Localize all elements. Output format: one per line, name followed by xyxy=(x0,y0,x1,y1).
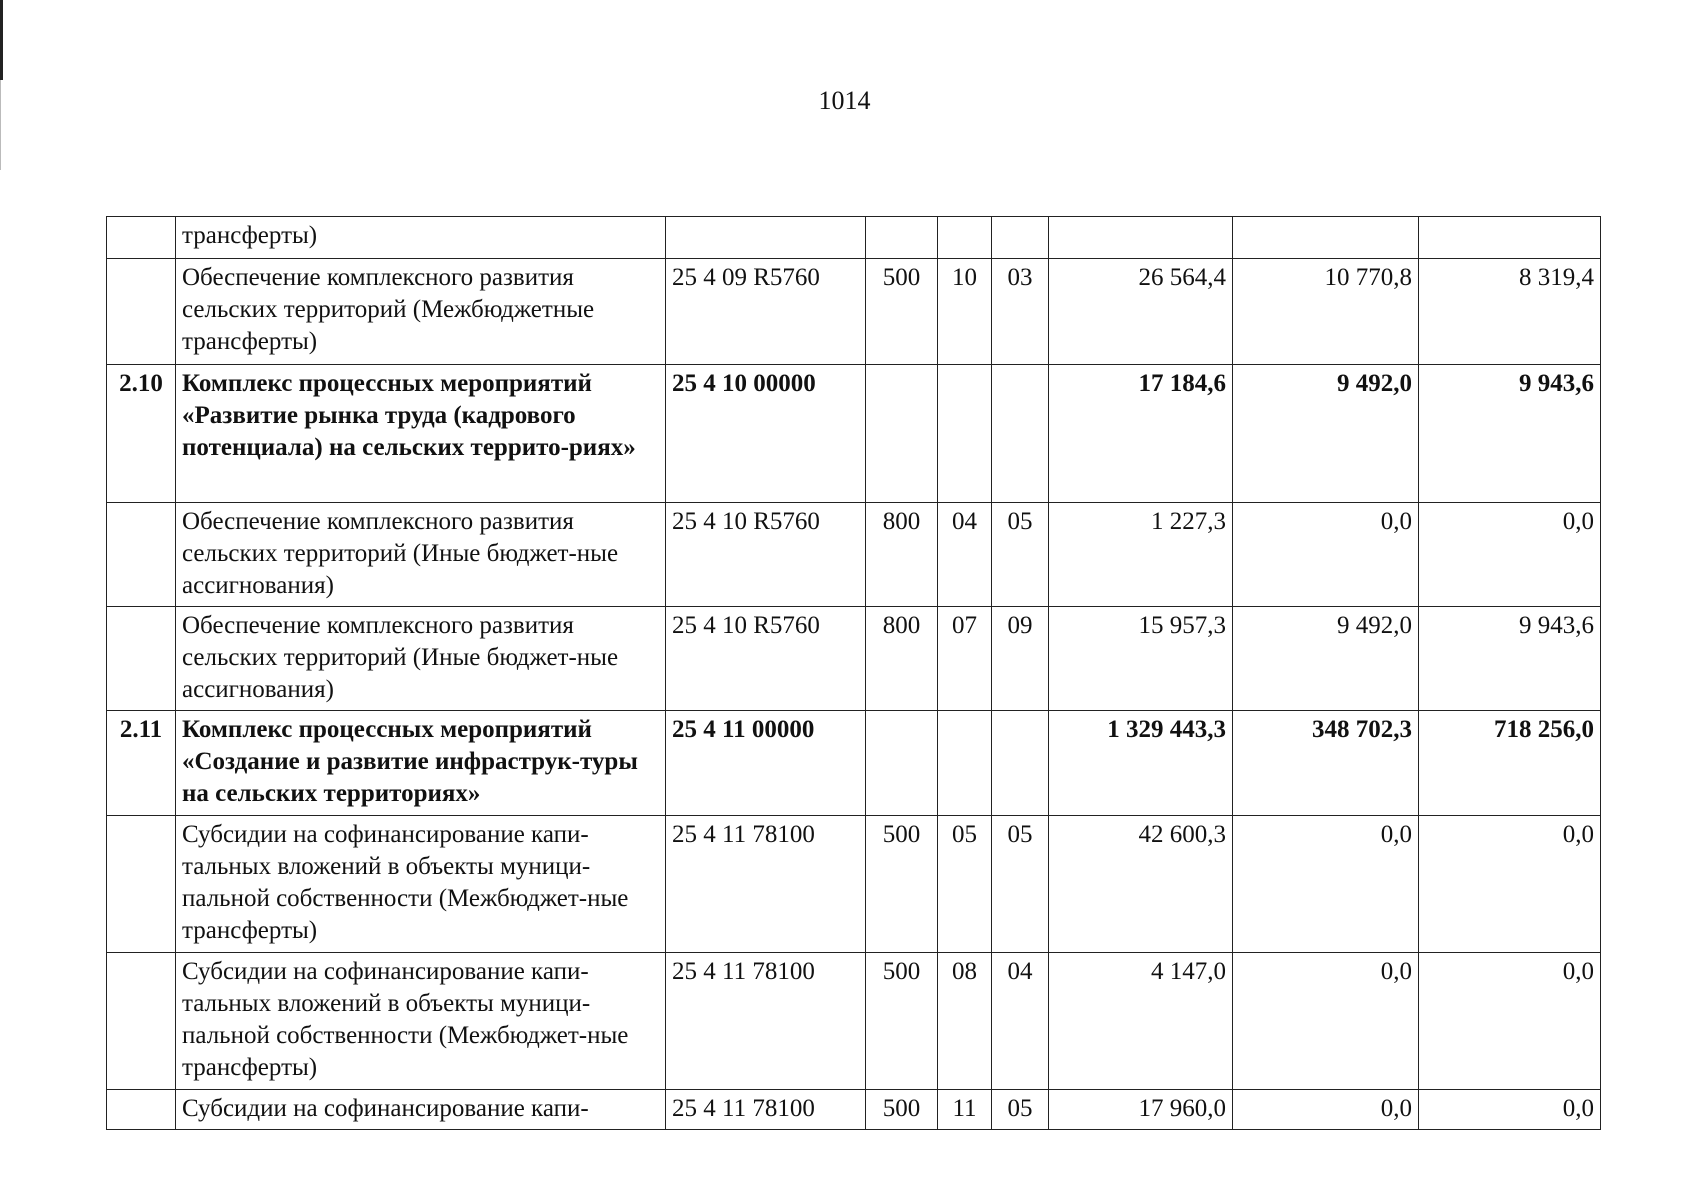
row-name-cell: Субсидии на софинансирование капи-тальных вложений в объекты муници-пальной собственности (Межбюджет-ные трансферты) xyxy=(176,953,666,1090)
amount-year1-cell: 17 960,0 xyxy=(1049,1090,1233,1130)
table-row-section xyxy=(107,365,1601,503)
amount-year2-cell xyxy=(1233,217,1419,259)
target-article-cell: 25 4 10 R5760 xyxy=(666,503,866,607)
expense-group-cell: 500 xyxy=(866,1090,938,1130)
amount-year3-cell: 0,0 xyxy=(1419,503,1601,607)
table-row-section xyxy=(107,711,1601,816)
section-cell: 08 xyxy=(938,953,992,1090)
amount-year3-cell: 718 256,0 xyxy=(1419,711,1601,816)
row-number-cell xyxy=(107,217,176,259)
expense-group-cell: 500 xyxy=(866,953,938,1090)
row-name-cell: трансферты) xyxy=(176,217,666,259)
row-number-cell xyxy=(107,1090,176,1130)
target-article-cell: 25 4 11 78100 xyxy=(666,1090,866,1130)
expense-group-cell xyxy=(866,217,938,259)
amount-year3-cell: 0,0 xyxy=(1419,816,1601,953)
expense-group-cell: 500 xyxy=(866,816,938,953)
amount-year2-cell: 0,0 xyxy=(1233,953,1419,1090)
expense-group-cell xyxy=(866,365,938,503)
amount-year3-cell xyxy=(1419,217,1601,259)
amount-year3-cell: 8 319,4 xyxy=(1419,259,1601,365)
amount-year2-cell: 0,0 xyxy=(1233,816,1419,953)
target-article-cell: 25 4 10 00000 xyxy=(666,365,866,503)
row-number-cell xyxy=(107,816,176,953)
subsection-cell xyxy=(992,365,1049,503)
row-name-cell: Субсидии на софинансирование капи-тальных вложений в объекты муници-пальной собственности (Межбюджет-ные трансферты) xyxy=(176,816,666,953)
amount-year2-cell: 10 770,8 xyxy=(1233,259,1419,365)
budget-table xyxy=(106,216,1601,1130)
section-cell: 11 xyxy=(938,1090,992,1130)
expense-group-cell: 500 xyxy=(866,259,938,365)
target-article-cell: 25 4 11 78100 xyxy=(666,953,866,1090)
row-name-cell: Комплекс процессных мероприятий «Создание и развитие инфраструк-туры на сельских территориях» xyxy=(176,711,666,816)
amount-year1-cell: 1 329 443,3 xyxy=(1049,711,1233,816)
amount-year1-cell: 26 564,4 xyxy=(1049,259,1233,365)
amount-year2-cell: 0,0 xyxy=(1233,1090,1419,1130)
amount-year3-cell: 0,0 xyxy=(1419,1090,1601,1130)
row-number-cell: 2.11 xyxy=(107,711,176,816)
section-cell xyxy=(938,711,992,816)
amount-year2-cell: 9 492,0 xyxy=(1233,607,1419,711)
section-cell: 05 xyxy=(938,816,992,953)
section-cell xyxy=(938,217,992,259)
subsection-cell: 04 xyxy=(992,953,1049,1090)
subsection-cell: 03 xyxy=(992,259,1049,365)
expense-group-cell: 800 xyxy=(866,607,938,711)
amount-year3-cell: 9 943,6 xyxy=(1419,365,1601,503)
amount-year1-cell: 42 600,3 xyxy=(1049,816,1233,953)
expense-group-cell xyxy=(866,711,938,816)
table-row xyxy=(107,259,1601,365)
table-row xyxy=(107,607,1601,711)
expense-group-cell: 800 xyxy=(866,503,938,607)
section-cell xyxy=(938,365,992,503)
amount-year1-cell: 17 184,6 xyxy=(1049,365,1233,503)
target-article-cell: 25 4 10 R5760 xyxy=(666,607,866,711)
section-cell: 10 xyxy=(938,259,992,365)
row-number-cell xyxy=(107,607,176,711)
row-number-cell xyxy=(107,953,176,1090)
row-name-cell: Обеспечение комплексного развития сельских территорий (Иные бюджет-ные ассигнования) xyxy=(176,607,666,711)
subsection-cell: 09 xyxy=(992,607,1049,711)
row-number-cell xyxy=(107,503,176,607)
target-article-cell: 25 4 09 R5760 xyxy=(666,259,866,365)
row-number-cell: 2.10 xyxy=(107,365,176,503)
target-article-cell: 25 4 11 00000 xyxy=(666,711,866,816)
subsection-cell: 05 xyxy=(992,1090,1049,1130)
subsection-cell: 05 xyxy=(992,503,1049,607)
amount-year2-cell: 0,0 xyxy=(1233,503,1419,607)
page-number: 1014 xyxy=(818,86,871,115)
row-name-cell: Комплекс процессных мероприятий «Развитие рынка труда (кадрового потенциала) на сельских террито-риях» xyxy=(176,365,666,503)
table-row xyxy=(107,217,1601,259)
amount-year1-cell xyxy=(1049,217,1233,259)
amount-year3-cell: 0,0 xyxy=(1419,953,1601,1090)
row-name-cell: Обеспечение комплексного развития сельских территорий (Межбюджетные трансферты) xyxy=(176,259,666,365)
table-row xyxy=(107,816,1601,953)
amount-year1-cell: 1 227,3 xyxy=(1049,503,1233,607)
table-row xyxy=(107,1090,1601,1130)
amount-year1-cell: 15 957,3 xyxy=(1049,607,1233,711)
row-number-cell xyxy=(107,259,176,365)
subsection-cell: 05 xyxy=(992,816,1049,953)
section-cell: 04 xyxy=(938,503,992,607)
amount-year2-cell: 9 492,0 xyxy=(1233,365,1419,503)
section-cell: 07 xyxy=(938,607,992,711)
row-name-cell: Субсидии на софинансирование капи- xyxy=(176,1090,666,1130)
scan-edge-mark xyxy=(0,0,3,80)
amount-year3-cell: 9 943,6 xyxy=(1419,607,1601,711)
row-name-cell: Обеспечение комплексного развития сельских территорий (Иные бюджет-ные ассигнования) xyxy=(176,503,666,607)
subsection-cell xyxy=(992,217,1049,259)
target-article-cell: 25 4 11 78100 xyxy=(666,816,866,953)
amount-year1-cell: 4 147,0 xyxy=(1049,953,1233,1090)
amount-year2-cell: 348 702,3 xyxy=(1233,711,1419,816)
table-row xyxy=(107,953,1601,1090)
table-row xyxy=(107,503,1601,607)
subsection-cell xyxy=(992,711,1049,816)
target-article-cell xyxy=(666,217,866,259)
table-body xyxy=(107,217,1601,1130)
